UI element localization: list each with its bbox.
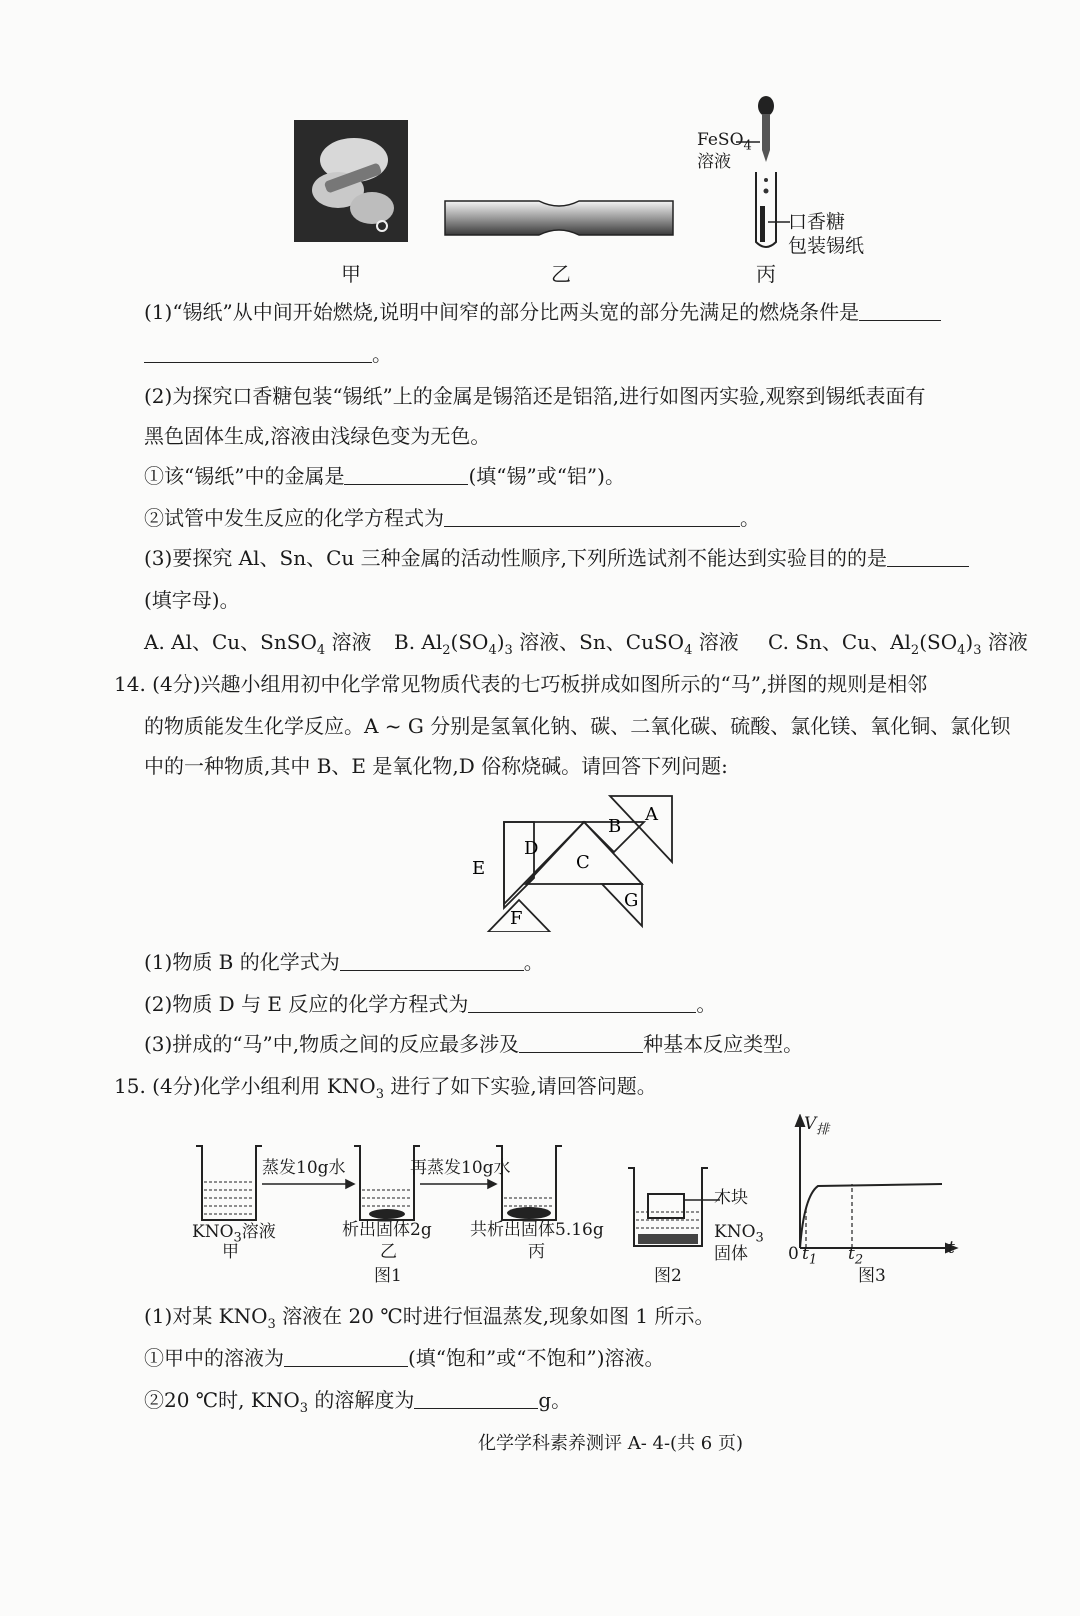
beaker1-name: 甲 bbox=[222, 1242, 239, 1262]
q14-p2: (2)物质 D 与 E 反应的化学方程式为 。 bbox=[144, 992, 717, 1016]
label-a: A bbox=[645, 804, 658, 825]
figure2-caption: 图2 bbox=[654, 1266, 682, 1286]
q13-option-b: B. $Al_2(SO_4)_3$ 溶液、Sn、CuSO$_4$ 溶液 bbox=[394, 630, 739, 658]
test-tube-diagram bbox=[750, 94, 790, 254]
graph-t1: $t_1$ bbox=[802, 1244, 818, 1268]
graph-y-label: $V_排$ bbox=[804, 1114, 830, 1138]
q13-p1-line2: 。 bbox=[144, 340, 392, 368]
solid-label-2: 固体 bbox=[714, 1244, 748, 1264]
label-g: G bbox=[624, 890, 639, 911]
graph-x-label: t bbox=[948, 1238, 955, 1258]
tangram-horse-diagram bbox=[458, 792, 678, 932]
figure-jia-caption: 甲 bbox=[341, 262, 361, 286]
q14-line2: 的物质能发生化学反应。A ~ G 分别是氢氧化钠、碳、二氧化碳、硫酸、氯化镁、氧化铜、氯化钡 bbox=[144, 714, 1011, 738]
foil-strip-diagram bbox=[444, 197, 674, 239]
beaker3-label: 共析出固体5.16g bbox=[470, 1220, 604, 1240]
q13-p1-line1: (1)“锡纸”从中间开始燃烧,说明中间窄的部分比两头宽的部分先满足的燃烧条件是 bbox=[144, 298, 941, 326]
beaker2-name: 乙 bbox=[380, 1242, 397, 1262]
reagent-label: FeSO$_4$ bbox=[697, 130, 752, 154]
label-c: C bbox=[576, 852, 590, 873]
figure2-beaker-block bbox=[624, 1164, 724, 1252]
beaker3-name: 丙 bbox=[528, 1242, 545, 1262]
q14-line3: 中的一种物质,其中 B、E 是氧化物,D 俗称烧碱。请回答下列问题: bbox=[144, 754, 728, 778]
q14-line1: 14. (4分)兴趣小组用初中化学常见物质代表的七巧板拼成如图所示的“马”,拼图的规则是相邻 bbox=[114, 672, 928, 696]
label-b: B bbox=[608, 816, 622, 837]
label-d: D bbox=[524, 838, 539, 859]
figure-yi-caption: 乙 bbox=[551, 262, 571, 286]
q15-p1: (1)对某 $KNO_3$ 溶液在 20 ℃时进行恒温蒸发,现象如图 1 所示。 bbox=[144, 1304, 715, 1332]
beaker2-label: 析出固体2g bbox=[342, 1220, 432, 1240]
q13-p3-line1: (3)要探究 Al、Sn、Cu 三种金属的活动性顺序,下列所选试剂不能达到实验目的的是 bbox=[144, 544, 969, 572]
q14-p1: (1)物质 B 的化学式为 。 bbox=[144, 950, 544, 974]
page-footer: 化学学科素养测评 A- 4-(共 6 页) bbox=[478, 1433, 743, 1454]
arrow1-label: 蒸发10g水 bbox=[262, 1158, 346, 1178]
q13-p2-a: ①该“锡纸”中的金属是 (填“锡”或“铝”)。 bbox=[144, 464, 625, 488]
reagent-leader-line bbox=[736, 140, 760, 144]
figure3-caption: 图3 bbox=[858, 1266, 886, 1286]
graph-t2: $t_2$ bbox=[848, 1244, 864, 1268]
piece-e bbox=[504, 822, 534, 908]
q13-p2-line2: 黑色固体生成,溶液由浅绿色变为无色。 bbox=[144, 424, 491, 448]
block-label: 木块 bbox=[714, 1188, 748, 1208]
q15-p1-b: ②20 ℃时, $KNO_3$ 的溶解度为 g。 bbox=[144, 1388, 572, 1416]
label-f: F bbox=[510, 908, 523, 929]
q13-p2-b: ②试管中发生反应的化学方程式为 。 bbox=[144, 506, 760, 530]
q15-line1: 15. (4分)化学小组利用 $KNO_3$ 进行了如下实验,请回答问题。 bbox=[114, 1074, 657, 1102]
arrow2-label: 再蒸发10g水 bbox=[410, 1158, 511, 1178]
q13-option-c: C. Sn、Cu、$Al_2(SO_4)_3$ 溶液 bbox=[768, 630, 1028, 658]
photo-lighting-foil bbox=[294, 120, 408, 242]
q13-p2-line1: (2)为探究口香糖包装“锡纸”上的金属是锡箔还是铝箔,进行如图丙实验,观察到锡纸表面有 bbox=[144, 384, 926, 408]
solid-label-1: $KNO_3$ bbox=[714, 1222, 764, 1246]
q14-p3: (3)拼成的“马”中,物质之间的反应最多涉及 种基本反应类型。 bbox=[144, 1032, 804, 1056]
paper-leader-line bbox=[768, 220, 790, 224]
q13-option-a: A. Al、Cu、SnSO$_4$ 溶液 bbox=[144, 630, 372, 658]
figure1-beakers bbox=[190, 1140, 570, 1230]
paper-label-1: 口香糖 bbox=[788, 211, 846, 233]
label-e: E bbox=[472, 858, 486, 879]
paper-label-2: 包装锡纸 bbox=[788, 235, 865, 257]
beaker1-label: $KNO_3$溶液 bbox=[192, 1222, 276, 1246]
q13-p3-line2: (填字母)。 bbox=[144, 588, 240, 612]
graph-origin: 0 bbox=[788, 1244, 799, 1264]
figure1-caption: 图1 bbox=[374, 1266, 402, 1286]
q15-p1-a: ①甲中的溶液为 (填“饱和”或“不饱和”)溶液。 bbox=[144, 1346, 665, 1370]
reagent-label-2: 溶液 bbox=[697, 152, 731, 172]
figure-bing-caption: 丙 bbox=[756, 262, 776, 286]
